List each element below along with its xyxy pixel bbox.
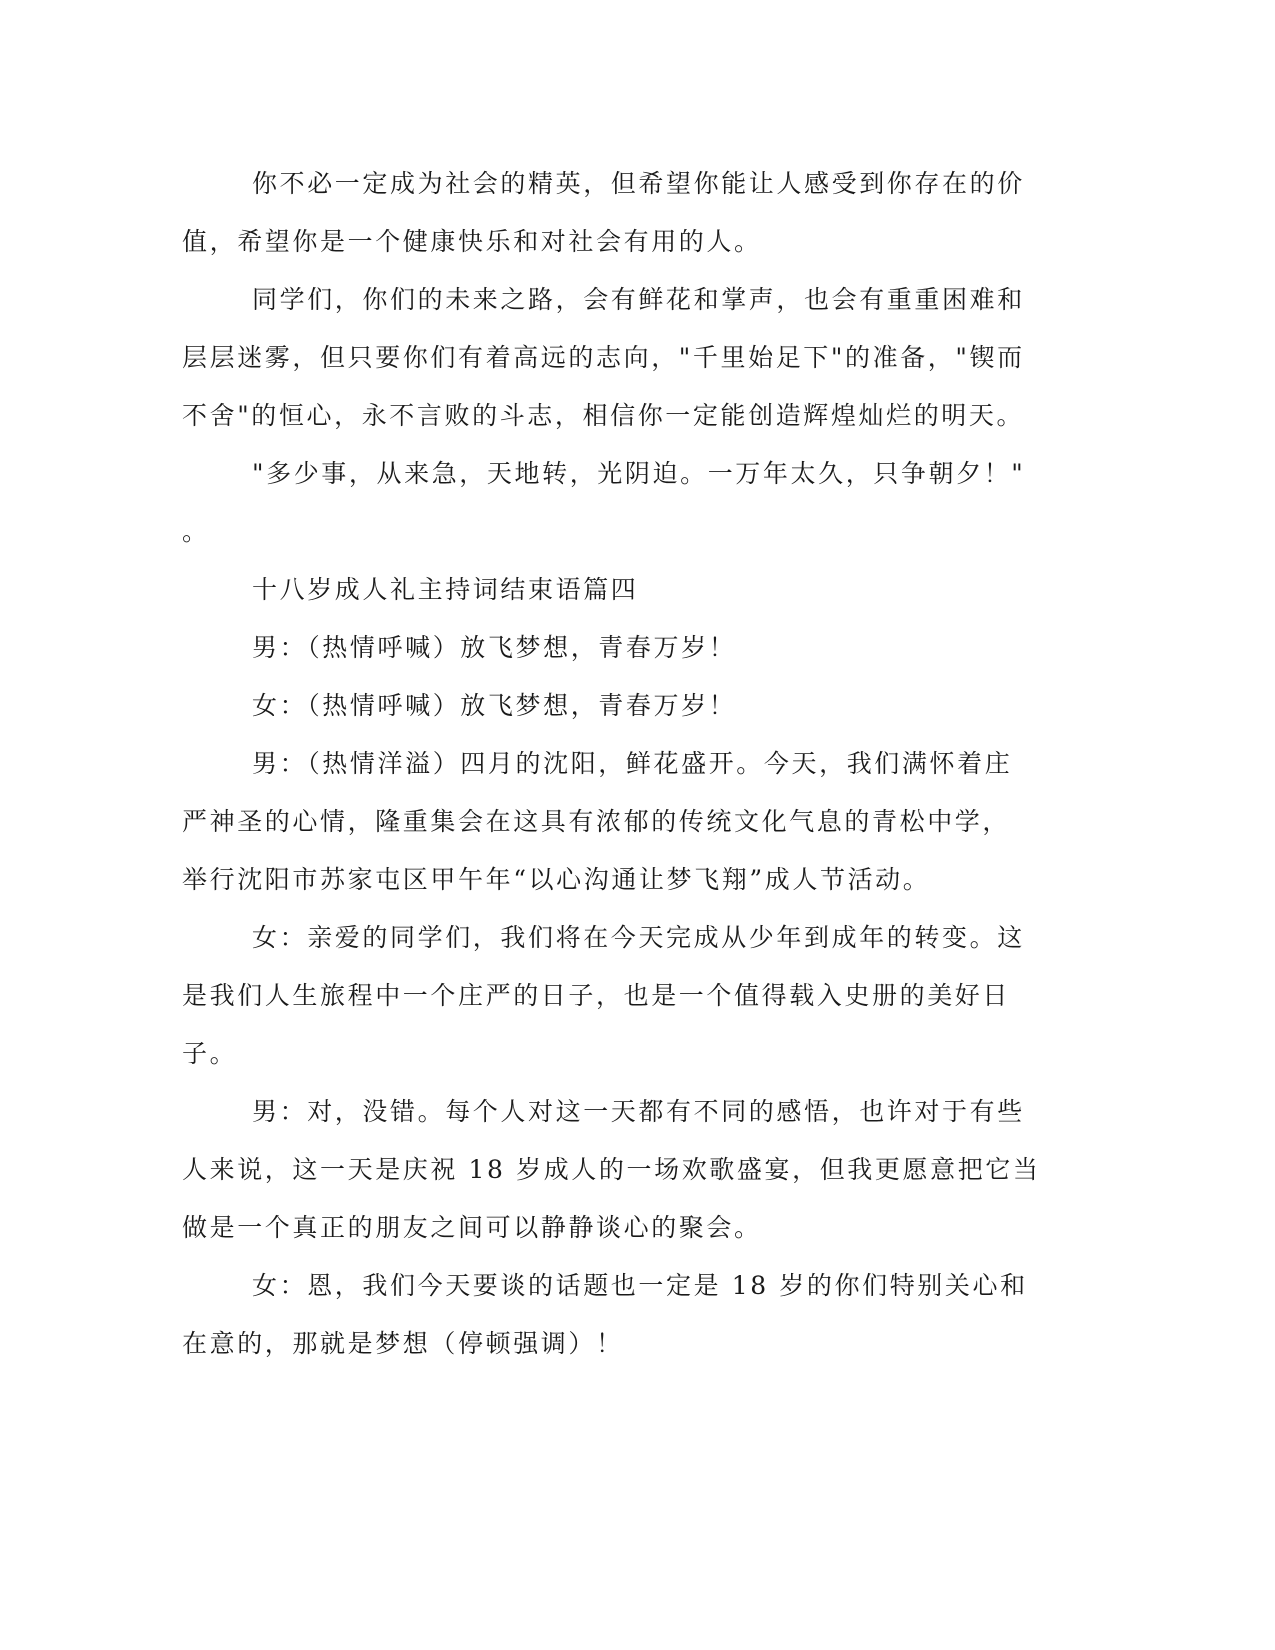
text-line: 在意的，那就是梦想（停顿强调）！ <box>182 1329 624 1358</box>
text-line: 女：恩，我们今天要谈的话题也一定是 18 岁的你们特别关心和 <box>252 1271 1028 1300</box>
text-line: 女：亲爱的同学们，我们将在今天完成从少年到成年的转变。这 <box>252 923 1025 952</box>
text-line: 。 <box>182 517 210 546</box>
text-line: 做是一个真正的朋友之间可以静静谈心的聚会。 <box>182 1213 762 1242</box>
text-line: 值，希望你是一个健康快乐和对社会有用的人。 <box>182 227 762 256</box>
text-line: 你不必一定成为社会的精英，但希望你能让人感受到你存在的价 <box>252 169 1025 198</box>
text-line: 举行沈阳市苏家屯区甲午年“以心沟通让梦飞翔”成人节活动。 <box>182 865 931 894</box>
text-line: 是我们人生旅程中一个庄严的日子，也是一个值得载入史册的美好日 <box>182 981 1011 1010</box>
text-line: 不舍"的恒心，永不言败的斗志，相信你一定能创造辉煌灿烂的明天。 <box>182 401 1025 430</box>
text-line: 男：（热情洋溢）四月的沈阳，鲜花盛开。今天，我们满怀着庄 <box>252 749 1013 778</box>
text-line: 人来说，这一天是庆祝 18 岁成人的一场欢歌盛宴，但我更愿意把它当 <box>182 1155 1041 1184</box>
text-line: 男：（热情呼喊）放飞梦想，青春万岁！ <box>252 633 737 662</box>
text-line: 层层迷雾，但只要你们有着高远的志向，"千里始足下"的准备，"锲而 <box>182 343 1025 372</box>
section-heading: 十八岁成人礼主持词结束语篇四 <box>252 575 639 604</box>
text-line: 同学们，你们的未来之路，会有鲜花和掌声，也会有重重困难和 <box>252 285 1025 314</box>
text-line: 子。 <box>182 1039 238 1068</box>
text-line: 女：（热情呼喊）放飞梦想，青春万岁！ <box>252 691 737 720</box>
document-body <box>182 155 1041 1373</box>
text-line: "多少事，从来急，天地转，光阴迫。一万年太久，只争朝夕！" <box>252 459 1026 488</box>
text-line: 严神圣的心情，隆重集会在这具有浓郁的传统文化气息的青松中学， <box>182 807 1011 836</box>
text-line: 男：对，没错。每个人对这一天都有不同的感悟，也许对于有些 <box>252 1097 1025 1126</box>
